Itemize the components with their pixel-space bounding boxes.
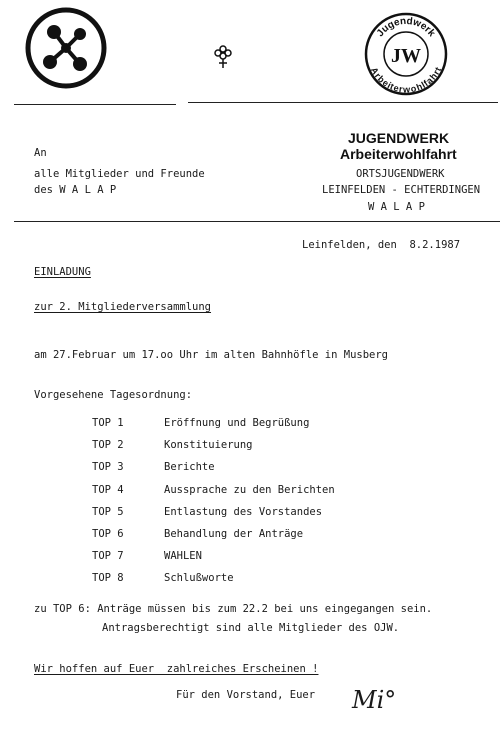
agenda-item xyxy=(92,484,392,499)
org-line-ortsjugendwerk: ORTSJUGENDWERK xyxy=(356,168,445,180)
recipient-line-1: An xyxy=(34,147,47,159)
agenda-top-number: TOP 5 xyxy=(92,506,124,518)
letter-subject: EINLADUNG xyxy=(34,266,91,278)
recipient-line-3: des W A L A P xyxy=(34,184,117,196)
signoff-line: Für den Vorstand, Euer xyxy=(176,689,316,701)
agenda-item xyxy=(92,506,392,521)
closing-line: Wir hoffen auf Euer zahlreiches Erscheinen ! xyxy=(34,663,319,675)
letter-title: zur 2. Mitgliederversammlung xyxy=(34,301,212,313)
seal-ring-top: Jugendwerk xyxy=(374,15,438,39)
agenda-item xyxy=(92,417,392,432)
agenda-description: Konstituierung xyxy=(164,439,253,451)
header-rule-left xyxy=(14,104,176,105)
seal-monogram: JW xyxy=(391,45,421,67)
org-line-town: LEINFELDEN - ECHTERDINGEN xyxy=(322,184,481,196)
address-divider xyxy=(14,221,500,222)
agenda-top-number: TOP 3 xyxy=(92,461,124,473)
org-line-walap: W A L A P xyxy=(368,201,425,213)
agenda-description: Aussprache zu den Berichten xyxy=(164,484,335,496)
agenda-top-number: TOP 2 xyxy=(92,439,124,451)
agenda-top-number: TOP 6 xyxy=(92,528,124,540)
org-name-awo: Arbeiterwohlfahrt xyxy=(340,146,457,162)
agenda-description: Schlußworte xyxy=(164,572,234,584)
seal-ring-bottom: Arbeiterwohlfahrt xyxy=(368,65,444,95)
walap-logo xyxy=(24,6,108,90)
motions-note-line-2: Antragsberechtigt sind alle Mitglieder des OJW. xyxy=(102,622,400,634)
agenda-description: Entlastung des Vorstandes xyxy=(164,506,323,518)
agenda-description: Eröffnung und Begrüßung xyxy=(164,417,310,429)
agenda-top-number: TOP 8 xyxy=(92,572,124,584)
header-rule-right xyxy=(188,102,498,103)
agenda-item xyxy=(92,550,392,565)
event-details: am 27.Februar um 17.oo Uhr im alten Bahnhöfle in Musberg xyxy=(34,349,389,361)
org-name-jugendwerk: JUGENDWERK xyxy=(348,130,450,146)
agenda-description: Behandlung der Anträge xyxy=(164,528,304,540)
agenda-item xyxy=(92,572,392,587)
agenda-heading: Vorgesehene Tagesordnung: xyxy=(34,389,193,401)
flower-icon xyxy=(213,44,233,70)
recipient-line-2: alle Mitglieder und Freunde xyxy=(34,168,205,180)
agenda-item xyxy=(92,439,392,454)
agenda-top-number: TOP 4 xyxy=(92,484,124,496)
handwritten-signature: Mi° xyxy=(352,686,397,714)
agenda-top-number: TOP 7 xyxy=(92,550,124,562)
motions-note-line-1: zu TOP 6: Anträge müssen bis zum 22.2 bei uns eingegangen sein. xyxy=(34,603,433,615)
agenda-description: WAHLEN xyxy=(164,550,202,562)
letter-date: Leinfelden, den 8.2.1987 xyxy=(302,239,461,251)
agenda-item xyxy=(92,461,392,476)
agenda-item xyxy=(92,528,392,543)
svg-text:Arbeiterwohlfahrt xyxy=(369,66,443,95)
agenda-top-number: TOP 1 xyxy=(92,417,124,429)
agenda-description: Berichte xyxy=(164,461,215,473)
jugendwerk-awo-logo xyxy=(364,12,448,96)
